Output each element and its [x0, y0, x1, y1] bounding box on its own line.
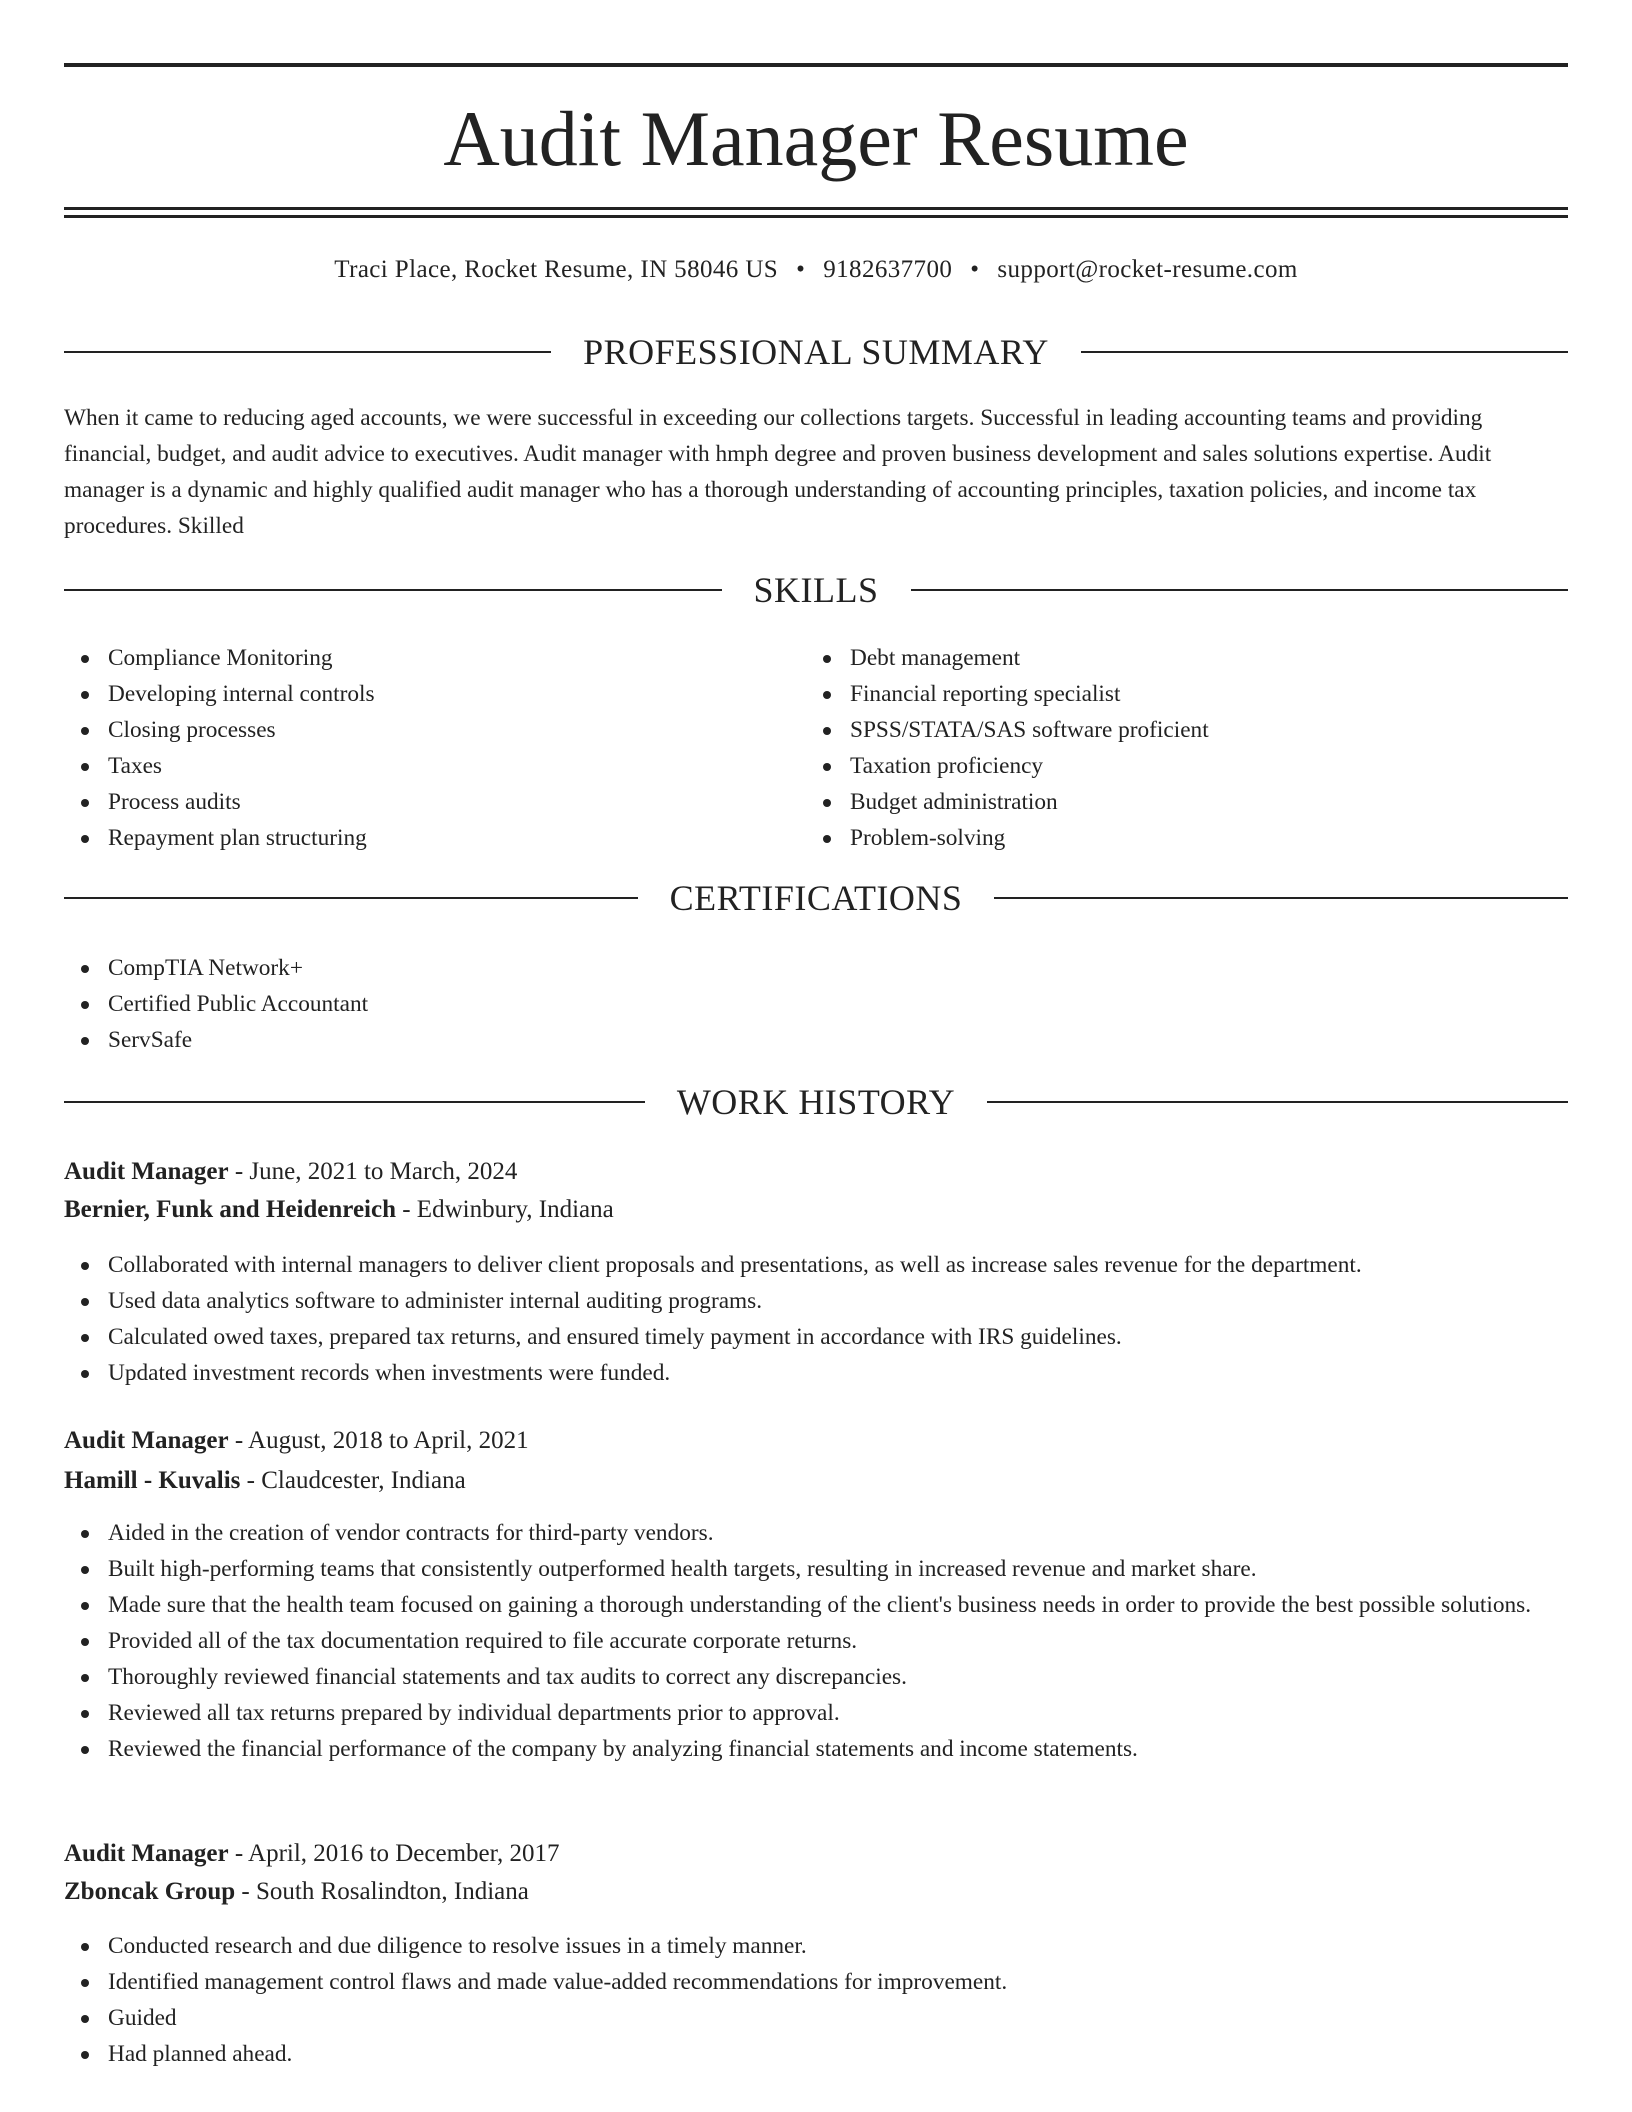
job-company-line — [64, 1463, 1568, 1499]
work-history-heading — [64, 1080, 1568, 1124]
work-history-heading-label: WORK HISTORY — [676, 1082, 956, 1122]
skill-item: Compliance Monitoring — [64, 640, 806, 676]
summary-text: When it came to reducing aged accounts, we were successful in exceeding our collections targets. Successful in leading accounting teams and providing financial, budget, and audit advice to executives. Audit manager with hmph degree and proven business development and sales solutions expertise. Audit manager is a dynamic and highly qualified audit manager who has a thorough understanding of accounting principles, taxation policies, and income tax procedures. Skilled — [64, 405, 1492, 539]
skills-list-right — [806, 640, 1568, 856]
skills-heading — [64, 568, 1568, 612]
certification-item: CompTIA Network+ — [64, 950, 1568, 986]
skills-heading-label: SKILLS — [753, 570, 879, 610]
skill-item: Debt management — [806, 640, 1568, 676]
job-title-line — [64, 1154, 1568, 1190]
job-title-line — [64, 1423, 1568, 1459]
job-bullet: Used data analytics software to administer internal auditing programs. — [64, 1283, 1568, 1319]
skill-item: SPSS/STATA/SAS software proficient — [806, 712, 1568, 748]
page-title: Audit Manager Resume — [443, 95, 1189, 182]
certification-item: ServSafe — [64, 1022, 1568, 1058]
job-location: - Claudcester, Indiana — [246, 1467, 466, 1494]
job-title: Audit Manager — [64, 1840, 229, 1867]
job-bullet: Collaborated with internal managers to deliver client proposals and presentations, as well as increase sales revenue for the department. — [64, 1247, 1568, 1283]
contact-email: support@rocket-resume.com — [997, 256, 1298, 283]
skill-item: Closing processes — [64, 712, 806, 748]
heading-rule — [64, 897, 638, 899]
job-bullet: Had planned ahead. — [64, 2036, 1568, 2072]
job-bullet: Reviewed the financial performance of the company by analyzing financial statements and income statements. — [64, 1731, 1568, 1767]
skill-item: Budget administration — [806, 784, 1568, 820]
job-company: Hamill - Kuvalis — [64, 1467, 241, 1494]
job-bullet: Thoroughly reviewed financial statements and tax audits to correct any discrepancies. — [64, 1659, 1568, 1695]
heading-rule — [1081, 351, 1568, 353]
job-company: Zboncak Group — [64, 1878, 236, 1905]
job-bullet: Updated investment records when investments were funded. — [64, 1355, 1568, 1391]
summary-heading-label: PROFESSIONAL SUMMARY — [583, 332, 1049, 372]
certifications-list — [64, 950, 1568, 1058]
heading-rule — [64, 589, 722, 591]
job-bullet: Conducted research and due diligence to resolve issues in a timely manner. — [64, 1928, 1568, 1964]
top-rule — [64, 63, 1568, 67]
job-bullets — [64, 1515, 1568, 1767]
skill-item: Developing internal controls — [64, 676, 806, 712]
job-company: Bernier, Funk and Heidenreich — [64, 1196, 396, 1223]
job-bullet: Aided in the creation of vendor contracts for third-party vendors. — [64, 1515, 1568, 1551]
job-dates: - June, 2021 to March, 2024 — [234, 1158, 518, 1185]
job-bullet: Made sure that the health team focused on gaining a thorough understanding of the client's business needs in order to provide the best possible solutions. — [64, 1587, 1568, 1623]
heading-rule — [994, 897, 1568, 899]
skill-item: Process audits — [64, 784, 806, 820]
job-location: - South Rosalindton, Indiana — [241, 1878, 529, 1905]
contact-separator: • — [796, 256, 806, 283]
contact-separator: • — [970, 256, 980, 283]
job-bullets — [64, 1247, 1568, 1391]
heading-rule — [64, 351, 551, 353]
contact-phone: 9182637700 — [823, 256, 953, 283]
job-bullet: Guided — [64, 2000, 1568, 2036]
job-bullet: Identified management control flaws and made value-added recommendations for improvement. — [64, 1964, 1568, 2000]
skill-item: Financial reporting specialist — [806, 676, 1568, 712]
title-rule-lower — [64, 215, 1568, 218]
job-bullet: Provided all of the tax documentation required to file accurate corporate returns. — [64, 1623, 1568, 1659]
heading-rule — [64, 1101, 645, 1103]
summary-heading — [64, 330, 1568, 374]
skill-item: Taxation proficiency — [806, 748, 1568, 784]
contact-address: Traci Place, Rocket Resume, IN 58046 US — [334, 256, 779, 283]
job-bullet: Calculated owed taxes, prepared tax returns, and ensured timely payment in accordance with IRS guidelines. — [64, 1319, 1568, 1355]
certification-item: Certified Public Accountant — [64, 986, 1568, 1022]
job-bullet: Reviewed all tax returns prepared by individual departments prior to approval. — [64, 1695, 1568, 1731]
skills-list-left — [64, 640, 806, 856]
job-title-line — [64, 1836, 1568, 1872]
certifications-heading-label: CERTIFICATIONS — [669, 878, 963, 918]
job-bullet: Built high-performing teams that consistently outperformed health targets, resulting in increased revenue and market share. — [64, 1551, 1568, 1587]
job-dates: - April, 2016 to December, 2017 — [234, 1840, 560, 1867]
contact-line — [64, 254, 1568, 286]
job-dates: - August, 2018 to April, 2021 — [234, 1427, 529, 1454]
job-company-line — [64, 1192, 1568, 1228]
job-title: Audit Manager — [64, 1427, 229, 1454]
skill-item: Repayment plan structuring — [64, 820, 806, 856]
skill-item: Problem-solving — [806, 820, 1568, 856]
skill-item: Taxes — [64, 748, 806, 784]
heading-rule — [911, 589, 1569, 591]
certifications-heading — [64, 876, 1568, 920]
job-company-line — [64, 1874, 1568, 1910]
job-title: Audit Manager — [64, 1158, 229, 1185]
job-location: - Edwinbury, Indiana — [402, 1196, 614, 1223]
title-rule-upper — [64, 207, 1568, 210]
job-bullets — [64, 1928, 1568, 2072]
heading-rule — [987, 1101, 1568, 1103]
